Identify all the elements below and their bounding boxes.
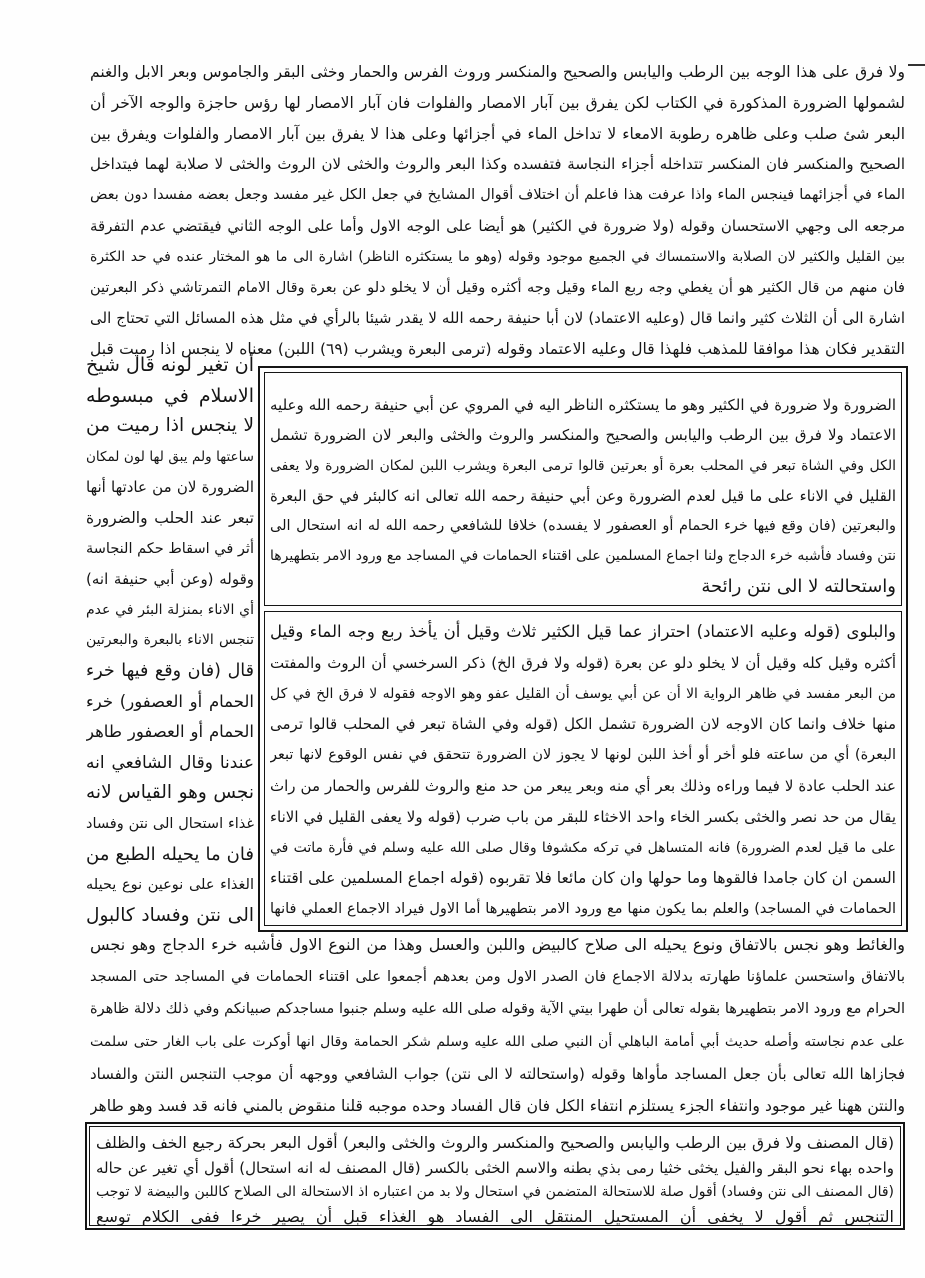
margin-line: تبعر عند الحلب والضرورة [86,508,254,527]
text-line: والبلوى (قوله وعليه الاعتماد) احتراز عما قيل الكثير ثلاث وقيل أن يأخذ ربع وجه الماء وقيل [270,622,896,641]
margin-line: الاسلام في مبسوطه [86,384,254,407]
text-line: الضرورة ولا ضرورة في الكثير وهو ما يستكثره الناظر اليه في المروي عن أبي حنيفة رحمه الله وعليه [270,396,896,414]
text-line: لشمولها الضرورة المذكورة في الكتاب لكن يفرق بين آبار الامصار والفلوات فان آبار الامصار لها رؤس حاجزة والوجه الآخر أن [90,93,905,112]
main-text-bottom [90,929,905,1122]
margin-line: وقوله (وعن أبي حنيفة انه) [86,570,254,589]
text-line: القليل في الاناء على ما قيل لعدم الضرورة وعن أبي حنيفة رحمه الله تعالى انه كالبئر في حق البعرة [270,486,896,505]
text-line: نتن وفساد فأشبه خرء الدجاج ولنا اجماع المسلمين على اقتناء الحمامات في المساجد مع ورود الامر بتطهيرها [270,548,896,565]
text-line: على عدم نجاسته وأصله حديث أبي أمامة الباهلي أن النبي صلى الله عليه وسلم شكر الحمامة وقال انها أوكرت على باب الغار حتى سلمت [90,1033,905,1050]
margin-line: الحمام أو العصفور طاهر [86,722,254,742]
margin-line: أي الاناء بمنزلة البئر في عدم [86,601,254,618]
margin-line: الضرورة لان من عادتها أنها [86,478,254,497]
text-line: يقال من حد نصر والخثى بكسر الخاء واحد الاخثاء للبقر من باب ضرب (قوله ولا يعفى القليل في الاناء [270,807,896,826]
text-line: من البعر مفسد في ظاهر الرواية الا أن عن أبي يوسف أن القليل عفو وهو الاوجه فقوله لا فرق الخ في كل [270,685,896,702]
text-line: والنتن ههنا غير موجود وانتفاء الجزء يستلزم انتفاء الكل فان قال الفساد وحده موجبه قلنا منقوض بالمني فانه قد فسد وهو طاهر [90,1096,905,1115]
footer-line: واحده بهاء نحو البقر والفيل يخثى خثيا رمى بذي بطنه والاسم الخثى بالكسر (قال المصنف له انه استحال) أقول أي تغير عن حاله [96,1158,894,1177]
text-line: مرجعه الى وجهي الاستحسان وقوله (ولا ضرورة في الكثير) هو أيضا على الوجه الاول وأما على الوجه الثاني فيقتضي عدم التفرقة [90,216,905,235]
text-line: بين القليل والكثير لان الصلابة والاستمساك في الجميع موجود وقوله (وهو ما يستكثره الناظر) اشارة الى ما هو المختار عنده في حد الكثرة [90,248,905,265]
margin-line: الحمام أو العصفور) خرء [86,691,254,711]
margin-line: تنجس الاناء بالبعرة والبعرتين [86,632,254,649]
text-line: والغائط وهو نجس بالاتفاق ونوع يحيله الى صلاح كالبيض واللبن والعسل وهذا من النوع الاول فأشبه خرء الدجاج وهو نجس [90,935,905,954]
margin-line: عندنا وقال الشافعي انه [86,752,254,773]
main-text-top [90,57,905,365]
text-line: الحمامات في المساجد) والعلم بما يكون منها مع ورود الامر بتطهيرها أما الاول فيراد الاجماع العملي فانها [270,901,896,918]
text-line: الماء في أجزائهما فينجس الماء واذا عرفت هذا فاعلم أن اختلاف أقوال المشايخ في جعل الكل غير مفسد وجعل بعضه مفسدا دون بعض [90,187,905,204]
text-line: الصحيح والمنكسر فان المنكسر تتداخله أجزاء النجاسة فتفسده وكذا البعر والروث والخثى لان الروث والخثى لا صلابة لهما فيتداخل [90,155,905,174]
text-line: واستحالته لا الى نتن رائحة [701,575,896,597]
text-line: السمن ان كان جامدا فالقوها وما حولها وان كان مائعا فلا تقربوه (قوله اجماع المسلمين على اقتناء [270,869,896,888]
text-line: ولا فرق على هذا الوجه بين الرطب واليابس والصحيح والمنكسر وروث الفرس والحمار وخثى البقر والجاموس وبعر الابل والغنم [90,63,905,81]
text-line: أكثره وقيل كله وقيل أن لا يخلو دلو عن بعرة (قوله ولا فرق الخ) ذكر السرخسي أن الروث والمفتت [270,653,896,672]
box-upper-section [270,390,896,602]
margin-line: فان ما يحيله الطبع من [86,843,254,865]
text-line: بالاتفاق واستحسن علماؤنا طهارته بدلالة الاجماع فان الصدر الاول ومن بعدهم أجمعوا على اقتناء الحمامات في المساجد حتى المسجد [90,969,905,986]
margin-line: أن تغير لونه قال شيخ [86,354,254,376]
text-line: البعرة) أي من ساعته فلو أخر أو أخذ اللبن لونها لا يجوز لان الضرورة تتحقق في نفس الوقوع لانها تبعر [270,747,896,764]
margin-line: ساعتها ولم يبق لها لون لمكان [86,448,254,465]
text-line: اشارة الى أن الثلاث كثير وانما قال (وعليه الاعتماد) لان أبا حنيفة رحمه الله لا يقدر شيئا بالرأي في مثل هذه المسائل التي تحتاج الى [90,309,905,328]
text-line: والبعرتين (فان وقع فيها خرء الحمام أو العصفور لا يفسده) خلافا للشافعي رحمه الله له انه استحال الى [270,518,896,535]
text-line: الاعتماد ولا فرق بين الرطب واليابس والصحيح والمنكسر والروث والخثى والبعر لان الضرورة تشمل [270,426,896,445]
text-line: الكل وفي الشاة تبعر في المحلب بعرة أو بعرتين قالوا ترمى البعرة ويشرب اللبن لمكان الضرورة ولا يعفى [270,457,896,474]
footer-line: (قال المصنف الى نتن وفساد) أقول صلة للاستحالة المتضمن في استحال ولا بد من اعتباره اذ الاستحالة الى الصلاح كاللبن والبيضة لا توجب [96,1184,894,1200]
footer-line: التنجس ثم أقول لا يخفى أن المستحيل المنتقل الى الفساد هو الغذاء قبل أن يصير خرءا ففي الكلام توسع [96,1206,894,1226]
box-lower-section [270,617,896,925]
text-line: عند الحلب عادة لا فيما وراءه وذلك بعر أي منه وبعر يبعر من حد منع والروث للفرس والحمار من راث [270,776,896,795]
margin-line: الى نتن وفساد كالبول [86,904,254,926]
margin-commentary [86,350,254,931]
footer-commentary [96,1131,894,1229]
text-line: منها خلاف وانما كان الاوجه لان الضرورة تشمل الكل (قوله وفي الشاة تبعر في المحلب قالوا ترمى [270,715,896,734]
text-line: فان منهم من قال الكثير هو أن يغطي وجه ربع الماء وقيل وجه أكثره وقيل أن لا يخلو دلو عن بعرة وقال الامام التمرتاشي ذكر البعرتين [90,279,905,296]
edge-mark [908,64,925,66]
text-line: الحرام مع ورود الامر بتطهيرها بقوله تعالى أن طهرا بيتي الآية وقوله صلى الله عليه وسلم جنبوا مساجدكم صبيانكم وفي ذلك دلالة ظاهرة [90,1001,905,1018]
text-line: التقدير فكان هذا موافقا للمذهب فلهذا قال وعليه الاعتماد وقوله (ترمى البعرة ويشرب (٦٩) اللبن) معناه لا ينجس اذا رميت قبل [90,340,905,359]
text-line: فجازاها الله تعالى بأن جعل المساجد مأواها وقوله (واستحالته لا الى نتن) جواب الشافعي ووجهه أن موجب التنجس النتن والفساد [90,1064,905,1083]
margin-line: قال (فان وقع فيها خرء [86,660,254,681]
text-line: البعر شئ صلب وعلى ظاهره رطوبة الامعاء لا تداخل الماء في أجزائها وعلى هذا لا يفرق بين آبار الامصار والفلوات ويفرق بين [90,124,905,143]
margin-line: لا ينجس اذا رميت من [86,415,254,437]
margin-line: أثر في اسقاط حكم النجاسة [86,540,254,557]
text-line: على ما قيل لعدم الضرورة) فانه المتساهل في تركه مكشوفا وقال صلى الله عليه وسلم في فأرة ماتت في [270,839,896,856]
margin-line: غذاء استحال الى نتن وفساد [86,815,254,832]
footer-line: (قال المصنف ولا فرق بين الرطب واليابس والصحيح والمنكسر والروث والخثى والبعر) أقول البعر بحركة رجيع الخف والظلف [96,1134,894,1152]
margin-line: الغذاء على نوعين نوع يحيله [86,877,254,894]
margin-line: نجس وهو القياس لانه [86,782,254,804]
